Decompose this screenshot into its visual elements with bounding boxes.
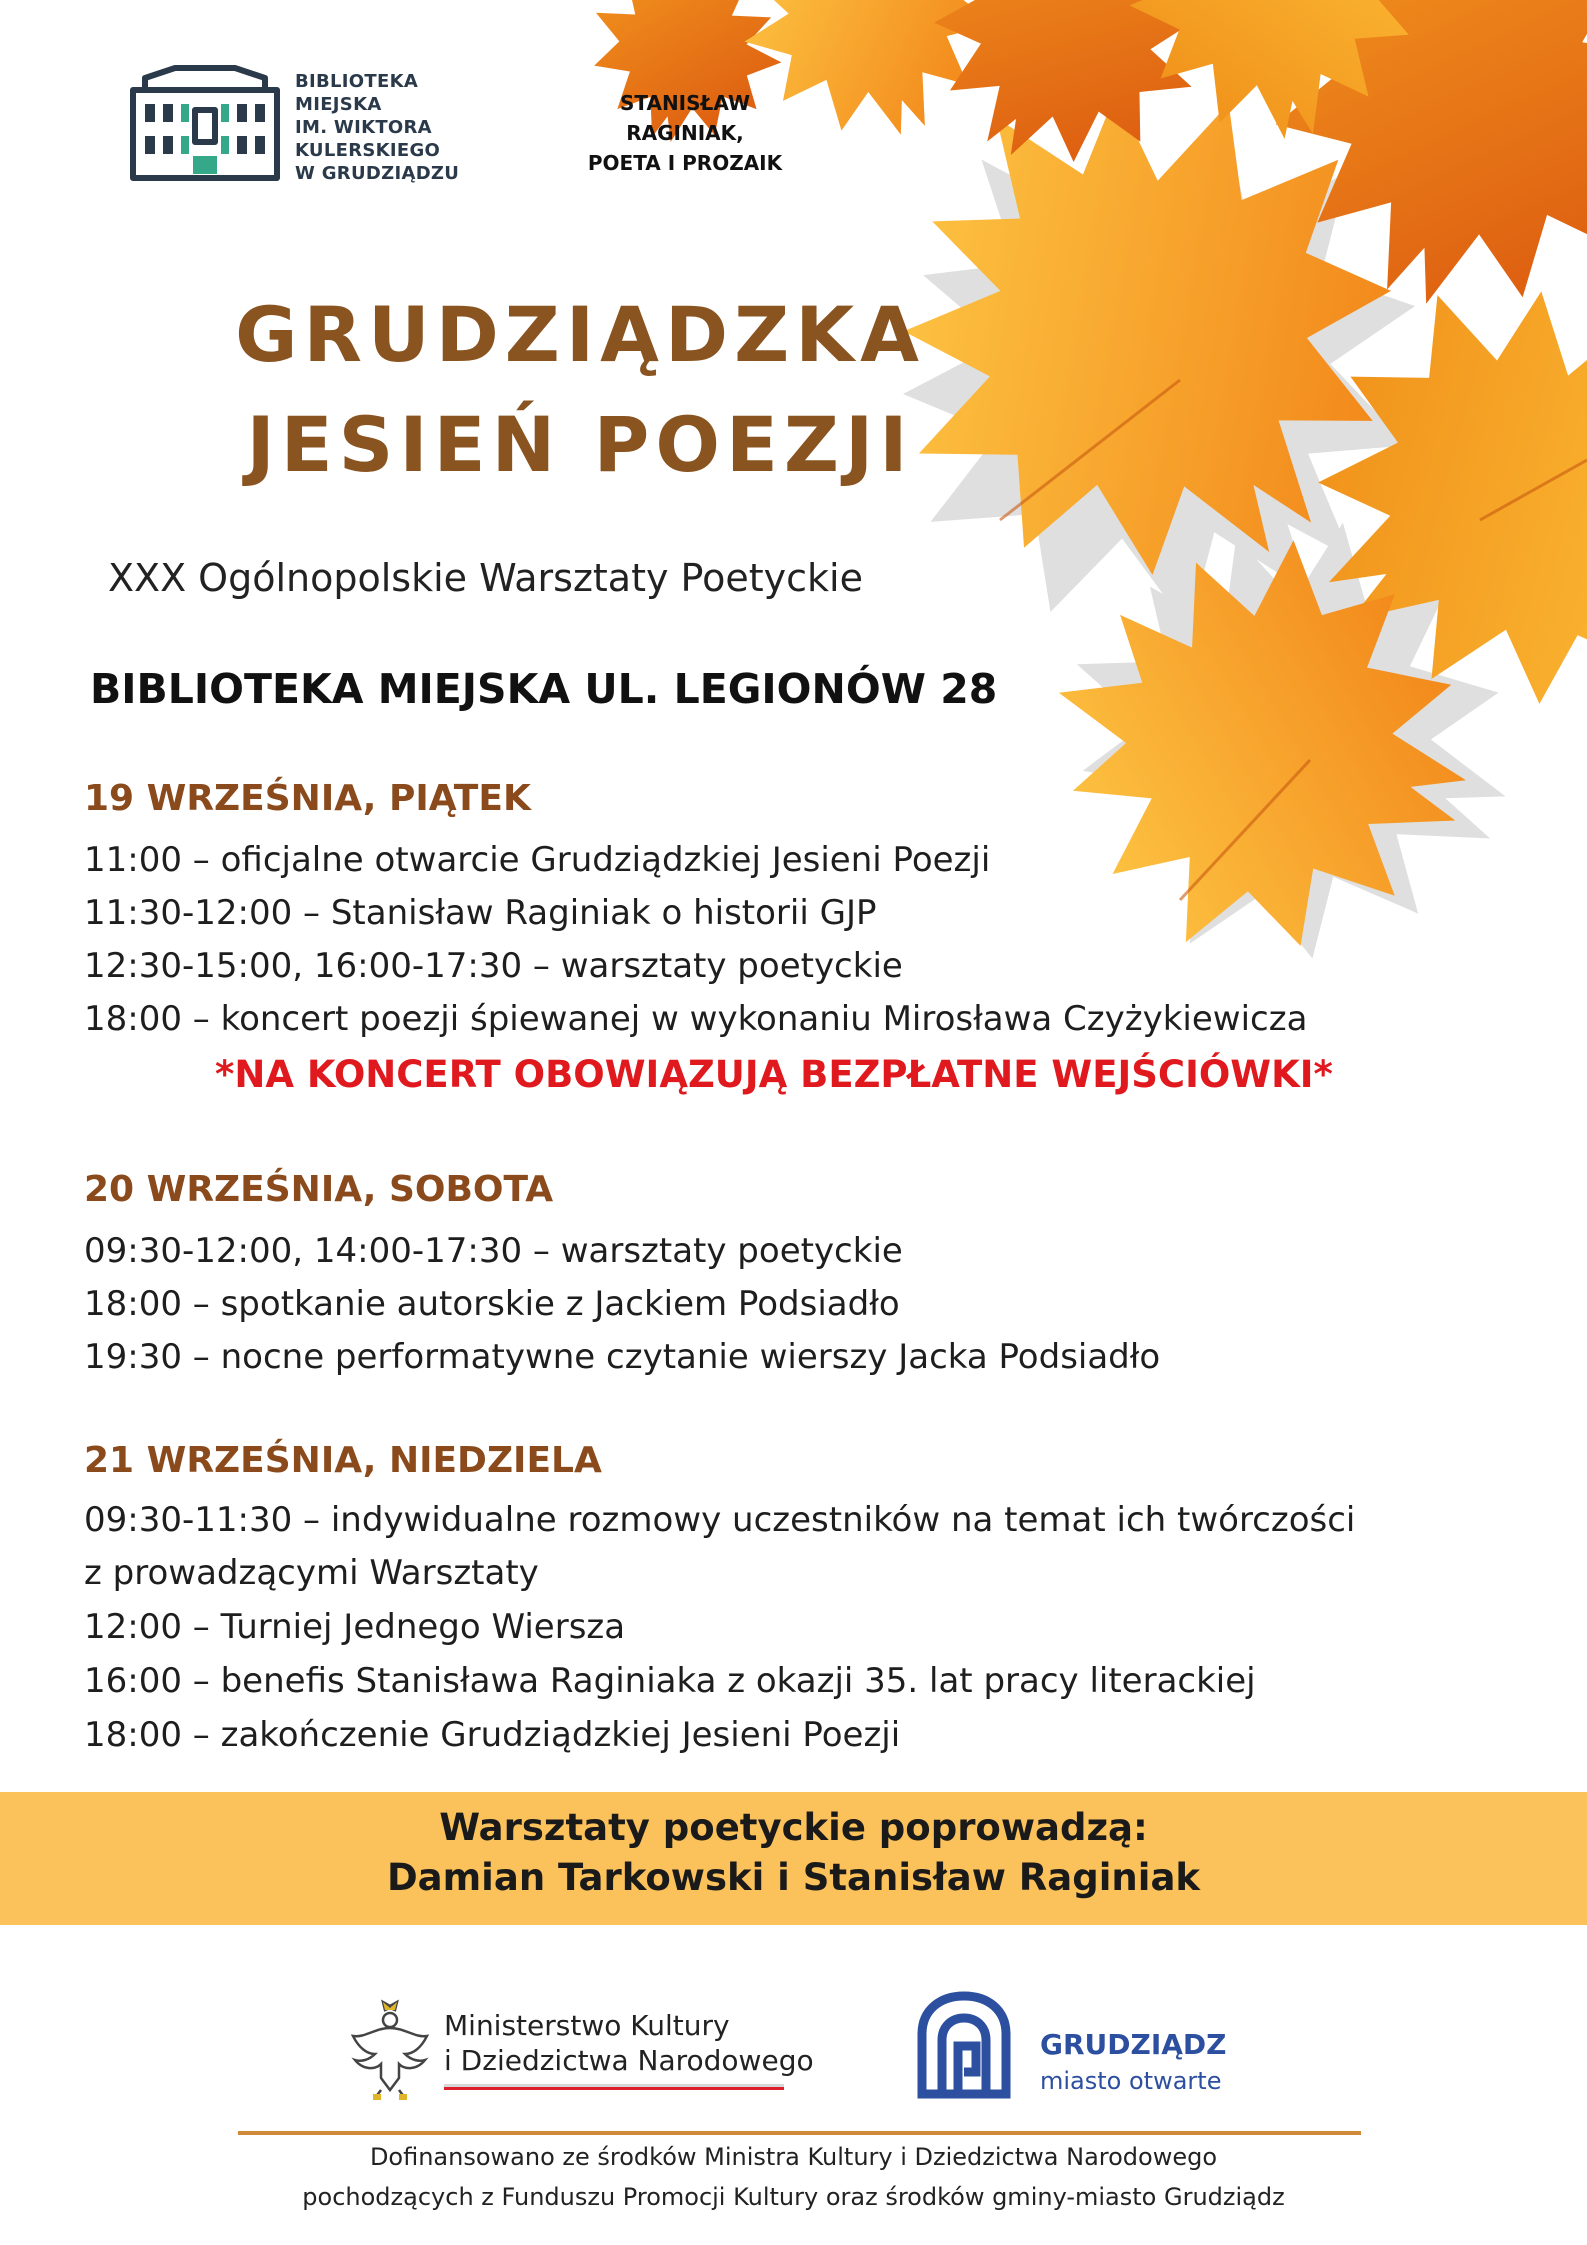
event-title bbox=[150, 280, 1010, 500]
ministry-line1: Ministerstwo Kultury bbox=[444, 2009, 730, 2042]
schedule-item: 11:30-12:00 – Stanisław Raginiak o historii GJP bbox=[84, 893, 877, 933]
schedule-item: 18:00 – zakończenie Grudziądzkiej Jesieni Poezji bbox=[84, 1715, 901, 1755]
schedule-item: z prowadzącymi Warsztaty bbox=[84, 1553, 539, 1593]
honoree-block bbox=[540, 88, 830, 178]
ticket-note: *NA KONCERT OBOWIĄZUJĄ BEZPŁATNE WEJŚCIÓWKI* bbox=[215, 1053, 1333, 1096]
library-name-line: BIBLIOTEKA bbox=[295, 71, 419, 92]
library-name-line: KULERSKIEGO bbox=[295, 140, 441, 161]
schedule-item: 18:00 – koncert poezji śpiewanej w wykonaniu Mirosława Czyżykiewicza bbox=[84, 999, 1308, 1039]
ministry-name bbox=[444, 2008, 814, 2078]
schedule-item: 09:30-12:00, 14:00-17:30 – warsztaty poetyckie bbox=[84, 1231, 903, 1271]
day-heading-3: 21 WRZEŚNIA, NIEDZIELA bbox=[84, 1440, 602, 1481]
polish-flag-bar bbox=[444, 2084, 784, 2090]
honoree-line: STANISŁAW bbox=[619, 91, 751, 115]
grudziadz-name: GRUDZIĄDZ bbox=[1040, 2028, 1227, 2061]
workshop-leaders-band bbox=[0, 1792, 1587, 1925]
venue-address: BIBLIOTEKA MIEJSKA UL. LEGIONÓW 28 bbox=[90, 665, 998, 713]
honoree-line: RAGINIAK, bbox=[626, 121, 744, 145]
event-title-line1: GRUDZIĄDZKA bbox=[235, 290, 925, 379]
event-title-line2: JESIEŃ POEZJI bbox=[246, 400, 914, 489]
grudziadz-gate-icon bbox=[914, 1990, 1014, 2100]
schedule-item: 16:00 – benefis Stanisława Raginiaka z okazji 35. lat pracy literackiej bbox=[84, 1661, 1256, 1701]
schedule-item: 18:00 – spotkanie autorskie z Jackiem Podsiadło bbox=[84, 1284, 900, 1324]
day-heading-1: 19 WRZEŚNIA, PIĄTEK bbox=[84, 778, 531, 819]
library-name-line: MIEJSKA bbox=[295, 94, 382, 115]
schedule-item: 09:30-11:30 – indywidualne rozmowy uczestników na temat ich twórczości bbox=[84, 1500, 1356, 1540]
library-name bbox=[295, 70, 459, 185]
library-building-icon bbox=[125, 60, 285, 190]
footer-divider bbox=[238, 2131, 1361, 2135]
day-heading-2: 20 WRZEŚNIA, SOBOTA bbox=[84, 1169, 554, 1210]
schedule-item: 19:30 – nocne performatywne czytanie wierszy Jacka Podsiadło bbox=[84, 1337, 1161, 1377]
ministry-line2: i Dziedzictwa Narodowego bbox=[444, 2044, 814, 2077]
band-line2: Damian Tarkowski i Stanisław Raginiak bbox=[386, 1856, 1201, 1899]
schedule-item: 11:00 – oficjalne otwarcie Grudziądzkiej Jesieni Poezji bbox=[84, 840, 991, 880]
honoree-line: POETA I PROZAIK bbox=[587, 151, 783, 175]
library-name-line: W GRUDZIĄDZU bbox=[295, 163, 460, 184]
schedule-item: 12:00 – Turniej Jednego Wiersza bbox=[84, 1607, 626, 1647]
band-line1: Warsztaty poetyckie poprowadzą: bbox=[439, 1806, 1148, 1849]
polish-eagle-icon bbox=[345, 1998, 435, 2103]
event-subtitle: XXX Ogólnopolskie Warsztaty Poetyckie bbox=[108, 556, 863, 600]
grudziadz-tagline: miasto otwarte bbox=[1040, 2067, 1222, 2095]
schedule-item: 12:30-15:00, 16:00-17:30 – warsztaty poetyckie bbox=[84, 946, 903, 986]
funding-line2: pochodzących z Funduszu Promocji Kultury oraz środków gminy-miasto Grudziądz bbox=[302, 2183, 1285, 2211]
library-name-line: IM. WIKTORA bbox=[295, 117, 432, 138]
funding-line1: Dofinansowano ze środków Ministra Kultury i Dziedzictwa Narodowego bbox=[369, 2143, 1218, 2171]
